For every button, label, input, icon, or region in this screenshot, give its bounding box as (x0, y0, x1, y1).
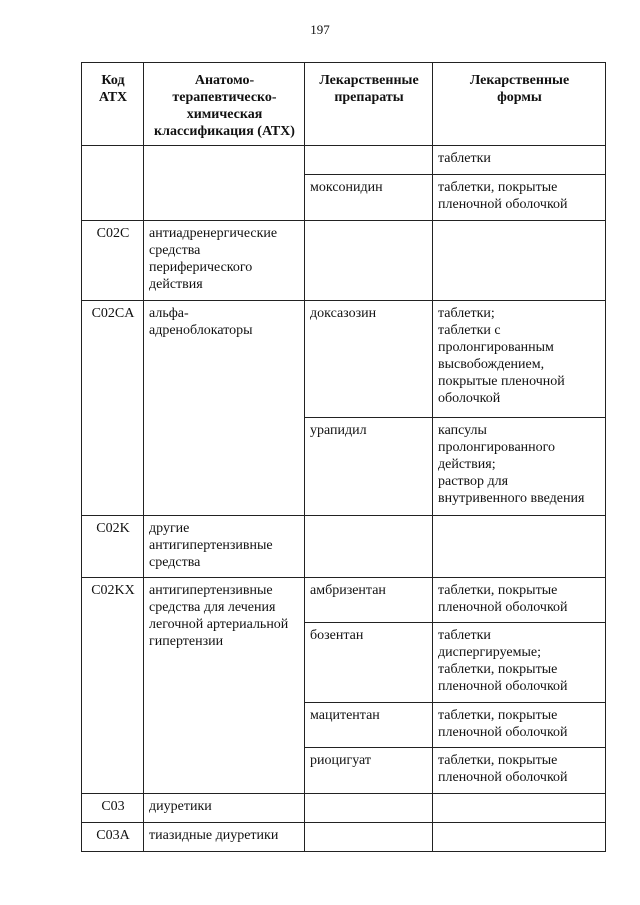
table-row (82, 221, 606, 301)
table-header-row (82, 63, 606, 146)
classification-cell: антиадренергические средства периферического действия (144, 221, 305, 301)
drug-cell: урапидил (305, 418, 433, 516)
form-cell (433, 823, 606, 852)
form-cell: таблетки диспергируемые; таблетки, покрытые пленочной оболочкой (433, 623, 606, 703)
classification-cell: диуретики (144, 794, 305, 823)
drug-cell: моксонидин (305, 175, 433, 221)
form-cell: таблетки, покрытые пленочной оболочкой (433, 703, 606, 748)
drug-cell (305, 794, 433, 823)
classification-cell: антигипертензивные средства для лечения легочной артериальной гипертензии (144, 578, 305, 794)
drug-cell: доксазозин (305, 301, 433, 418)
code-cell: C02C (82, 221, 144, 301)
code-cell: C02KX (82, 578, 144, 794)
code-cell: C03A (82, 823, 144, 852)
drug-cell: риоцигуат (305, 748, 433, 794)
table-row (82, 516, 606, 578)
drug-cell (305, 823, 433, 852)
form-cell: таблетки; таблетки с пролонгированным высвобождением, покрытые пленочной оболочкой (433, 301, 606, 418)
drug-cell (305, 516, 433, 578)
table-row (82, 823, 606, 852)
classification-cell: альфа- адреноблокаторы (144, 301, 305, 516)
form-cell: таблетки (433, 146, 606, 175)
header-code: Код АТХ (82, 63, 144, 146)
drug-cell: мацитентан (305, 703, 433, 748)
header-classification: Анатомо- терапевтическо- химическая классификация (АТХ) (144, 63, 305, 146)
form-cell: таблетки, покрытые пленочной оболочкой (433, 175, 606, 221)
classification-cell (144, 146, 305, 221)
form-cell: таблетки, покрытые пленочной оболочкой (433, 748, 606, 794)
table-row (82, 578, 606, 623)
table-row (82, 301, 606, 418)
code-cell: C02K (82, 516, 144, 578)
code-cell (82, 146, 144, 221)
drug-cell (305, 146, 433, 175)
form-cell (433, 221, 606, 301)
classification-cell: тиазидные диуретики (144, 823, 305, 852)
code-cell: C03 (82, 794, 144, 823)
drug-cell: амбризентан (305, 578, 433, 623)
drug-cell: бозентан (305, 623, 433, 703)
form-cell: капсулы пролонгированного действия; раствор для внутривенного введения (433, 418, 606, 516)
table-row (82, 146, 606, 175)
form-cell: таблетки, покрытые пленочной оболочкой (433, 578, 606, 623)
form-cell (433, 794, 606, 823)
form-cell (433, 516, 606, 578)
code-cell: C02CA (82, 301, 144, 516)
header-forms: Лекарственные формы (433, 63, 606, 146)
classification-cell: другие антигипертензивные средства (144, 516, 305, 578)
table-row (82, 794, 606, 823)
atx-table (81, 62, 606, 852)
drug-cell (305, 221, 433, 301)
page-number: 197 (310, 22, 330, 37)
header-drugs: Лекарственные препараты (305, 63, 433, 146)
